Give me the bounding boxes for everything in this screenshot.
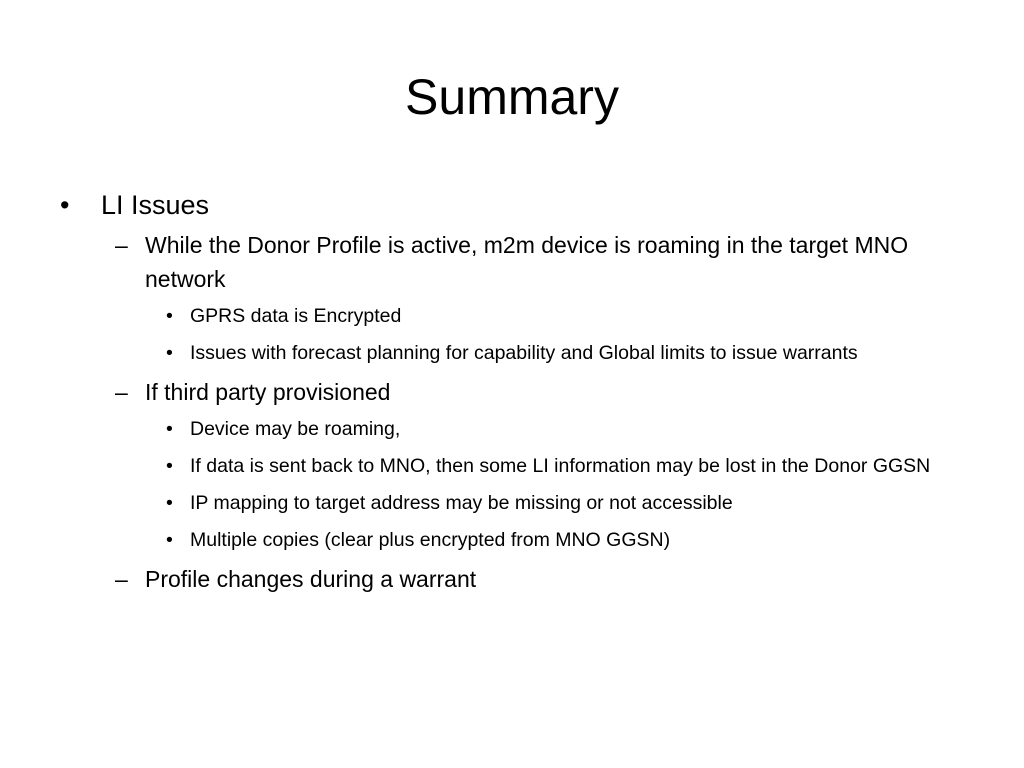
sub-sub-bullet-forecast (60, 338, 960, 368)
sub-sub-bullet-ip-mapping (60, 488, 960, 518)
bullet-marker: • (166, 529, 173, 551)
sub-bullet-text: While the Donor Profile is active, m2m device is roaming in the target MNO network (145, 232, 909, 292)
bullet-marker: • (166, 455, 173, 477)
bullet-marker: • (166, 418, 173, 440)
bullet-marker: • (166, 342, 173, 364)
dash-marker: – (115, 232, 128, 258)
sub-sub-bullet-multiple-copies (60, 525, 960, 555)
dash-marker: – (115, 379, 128, 405)
sub-sub-bullet-data-sent-back (60, 451, 960, 481)
sub-bullet-third-party (60, 375, 960, 409)
sub-bullet-donor-profile (60, 228, 960, 296)
sub-sub-bullet-text: IP mapping to target address may be missing or not accessible (190, 492, 733, 514)
bullet-li-issues (60, 186, 960, 224)
sub-bullet-profile-changes (60, 562, 960, 596)
sub-sub-bullet-gprs (60, 301, 960, 331)
sub-sub-bullet-text: Multiple copies (clear plus encrypted from MNO GGSN) (190, 529, 671, 551)
sub-sub-bullet-text: If data is sent back to MNO, then some LI information may be lost in the Donor GGSN (190, 455, 931, 477)
dash-marker: – (115, 566, 128, 592)
bullet-marker: • (60, 190, 70, 220)
sub-bullet-text: Profile changes during a warrant (145, 566, 477, 592)
sub-bullet-text: If third party provisioned (145, 379, 391, 405)
bullet-text: LI Issues (101, 190, 210, 220)
slide-title: Summary (405, 69, 619, 125)
sub-sub-bullet-text: Issues with forecast planning for capability and Global limits to issue warrants (190, 342, 858, 364)
sub-sub-bullet-text: GPRS data is Encrypted (190, 305, 402, 327)
bullet-marker: • (166, 492, 173, 514)
sub-sub-bullet-roaming (60, 414, 960, 444)
bullet-list (60, 186, 960, 601)
bullet-marker: • (166, 305, 173, 327)
sub-sub-bullet-text: Device may be roaming, (190, 418, 401, 440)
